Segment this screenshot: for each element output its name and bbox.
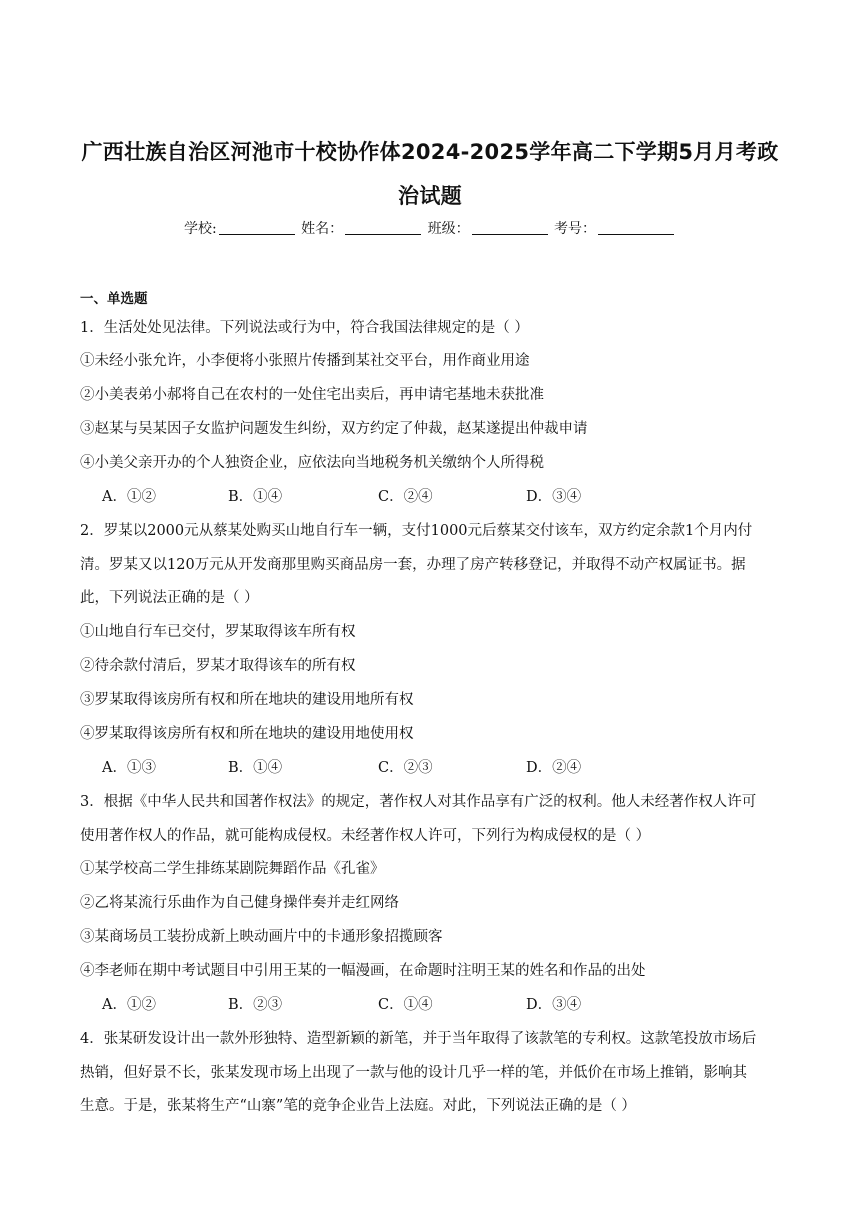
q3-option-d[interactable]: D．③④ [526,997,582,1013]
q2-stem-line1: 2．罗某以2000元从蔡某处购买山地自行车一辆，支付1000元后蔡某交付该车，双方约定余款1个月内付 [80,523,753,539]
class-blank [472,234,548,235]
name-blank [345,234,421,235]
q2-option-b[interactable]: B．①④ [228,760,283,776]
name-label: 姓名： [301,221,344,237]
q2-stem-line2: 清。罗某又以120万元从开发商那里购买商品房一套，办理了房产转移登记，并取得不动产权属证书。据 [80,557,746,573]
q4-stem-line3: 生意。于是，张某将生产“山寨”笔的竞争企业告上法庭。对此，下列说法正确的是（ ） [80,1098,636,1114]
q2-option-c[interactable]: C．②③ [378,760,433,776]
q2-statement-1: ①山地自行车已交付，罗某取得该车所有权 [80,624,356,640]
q1-option-b[interactable]: B．①④ [228,489,283,505]
q3-option-c[interactable]: C．①④ [378,997,433,1013]
q3-statement-1: ①某学校高二学生排练某剧院舞蹈作品《孔雀》 [80,861,385,877]
exam-title-line2: 治试题 [398,184,462,208]
student-info-row [0,218,860,238]
q1-statement-3: ③赵某与吴某因子女监护问题发生纠纷，双方约定了仲裁，赵某遂提出仲裁申请 [80,421,588,437]
q1-statement-2: ②小美表弟小郝将自己在农村的一处住宅出卖后，再申请宅基地未获批准 [80,387,544,403]
q2-statement-4: ④罗某取得该房所有权和所在地块的建设用地使用权 [80,726,414,742]
q4-stem-line2: 热销，但好景不长，张某发现市场上出现了一款与他的设计几乎一样的笔，并低价在市场上推销，影响其 [80,1065,747,1081]
q3-option-a[interactable]: A．①② [102,997,156,1013]
exam-number-label: 考号： [554,221,597,237]
school-blank [219,234,295,235]
section-heading: 一、单选题 [80,291,148,307]
q1-stem: 1．生活处处见法律。下列说法或行为中，符合我国法律规定的是（ ） [80,320,529,336]
q2-option-a[interactable]: A．①③ [102,760,156,776]
q2-option-d[interactable]: D．②④ [526,760,582,776]
q3-statement-2: ②乙将某流行乐曲作为自己健身操伴奏并走红网络 [80,895,399,911]
q3-option-b[interactable]: B．②③ [228,997,283,1013]
class-label: 班级： [427,221,470,237]
exam-number-blank [598,234,674,235]
q2-statement-3: ③罗某取得该房所有权和所在地块的建设用地所有权 [80,692,414,708]
q1-option-c[interactable]: C．②④ [378,489,433,505]
q4-stem-line1: 4．张某研发设计出一款外形独特、造型新颖的新笔，并于当年取得了该款笔的专利权。这款笔投放市场后 [80,1031,757,1047]
q3-stem-line1: 3．根据《中华人民共和国著作权法》的规定，著作权人对其作品享有广泛的权利。他人未经著作权人许可 [80,794,757,810]
q1-statement-1: ①未经小张允许，小李便将小张照片传播到某社交平台，用作商业用途 [80,353,530,369]
q1-statement-4: ④小美父亲开办的个人独资企业，应依法向当地税务机关缴纳个人所得税 [80,455,544,471]
q2-stem-line3: 此，下列说法正确的是（ ） [80,590,259,606]
q2-options [102,756,782,778]
q1-options [102,485,782,507]
q1-option-d[interactable]: D．③④ [526,489,582,505]
exam-title-line1: 广西壮族自治区河池市十校协作体2024-2025学年高二下学期5月月考政 [81,140,779,164]
school-label: 学校: [183,221,217,237]
q3-statement-4: ④李老师在期中考试题目中引用王某的一幅漫画，在命题时注明王某的姓名和作品的出处 [80,963,646,979]
q1-option-a[interactable]: A．①② [102,489,156,505]
q3-options [102,993,782,1015]
q2-statement-2: ②待余款付清后，罗某才取得该车的所有权 [80,658,356,674]
q3-statement-3: ③某商场员工装扮成新上映动画片中的卡通形象招揽顾客 [80,929,443,945]
q3-stem-line2: 使用著作权人的作品，就可能构成侵权。未经著作权人许可，下列行为构成侵权的是（ ） [80,828,651,844]
